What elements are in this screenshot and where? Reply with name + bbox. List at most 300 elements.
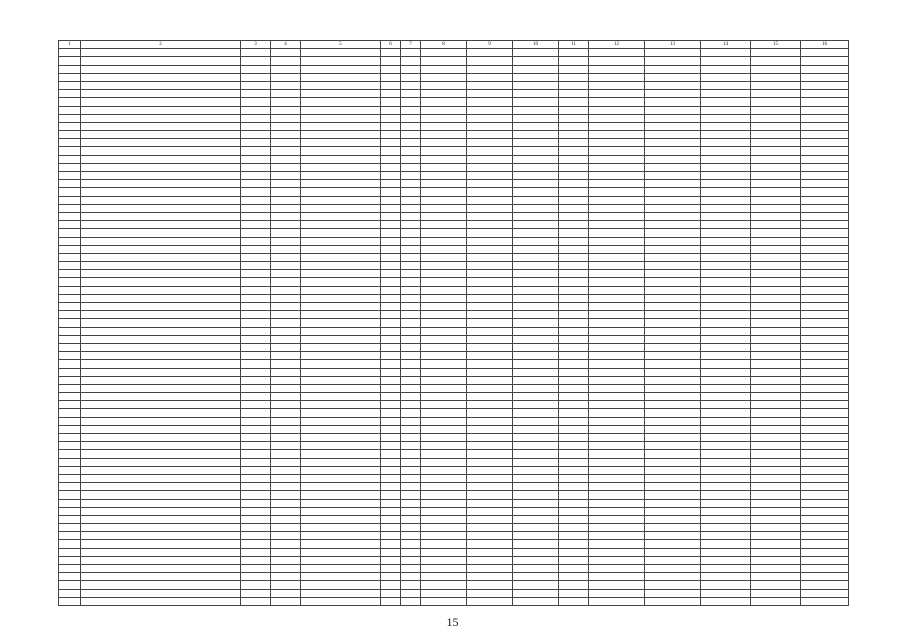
table-cell bbox=[59, 131, 81, 139]
table-cell bbox=[271, 106, 301, 114]
table-cell bbox=[271, 286, 301, 294]
table-row bbox=[59, 172, 849, 180]
table-cell bbox=[701, 49, 751, 57]
table-cell bbox=[81, 49, 241, 57]
table-cell bbox=[59, 81, 81, 89]
table-cell bbox=[271, 515, 301, 523]
table-cell bbox=[401, 548, 421, 556]
table-cell bbox=[421, 491, 467, 499]
table-cell bbox=[401, 188, 421, 196]
table-cell bbox=[589, 81, 645, 89]
table-cell bbox=[751, 466, 801, 474]
table-cell bbox=[381, 245, 401, 253]
table-row bbox=[59, 540, 849, 548]
table-cell bbox=[645, 540, 701, 548]
table-cell bbox=[513, 147, 559, 155]
table-cell bbox=[401, 245, 421, 253]
table-cell bbox=[751, 540, 801, 548]
table-cell bbox=[301, 311, 381, 319]
table-cell bbox=[701, 532, 751, 540]
table-cell bbox=[801, 589, 849, 597]
table-cell bbox=[421, 507, 467, 515]
table-cell bbox=[751, 499, 801, 507]
table-cell bbox=[751, 139, 801, 147]
table-cell bbox=[381, 458, 401, 466]
table-cell bbox=[751, 114, 801, 122]
table-cell bbox=[645, 286, 701, 294]
table-cell bbox=[401, 524, 421, 532]
table-row bbox=[59, 163, 849, 171]
table-cell bbox=[81, 270, 241, 278]
table-cell bbox=[241, 270, 271, 278]
table-cell bbox=[81, 229, 241, 237]
table-row bbox=[59, 73, 849, 81]
table-cell bbox=[751, 212, 801, 220]
table-row bbox=[59, 122, 849, 130]
table-cell bbox=[559, 245, 589, 253]
table-cell bbox=[59, 565, 81, 573]
table-cell bbox=[645, 507, 701, 515]
table-cell bbox=[467, 376, 513, 384]
table-cell bbox=[513, 474, 559, 482]
table-cell bbox=[467, 401, 513, 409]
table-cell bbox=[241, 229, 271, 237]
table-cell bbox=[701, 483, 751, 491]
table-cell bbox=[701, 515, 751, 523]
table-cell bbox=[467, 556, 513, 564]
table-cell bbox=[701, 262, 751, 270]
table-cell bbox=[59, 49, 81, 57]
table-cell bbox=[645, 270, 701, 278]
table-cell bbox=[467, 311, 513, 319]
table-cell bbox=[381, 188, 401, 196]
table-cell bbox=[589, 450, 645, 458]
table-cell bbox=[381, 147, 401, 155]
table-cell bbox=[421, 565, 467, 573]
table-cell bbox=[381, 483, 401, 491]
table-cell bbox=[81, 581, 241, 589]
table-cell bbox=[59, 483, 81, 491]
table-cell bbox=[645, 147, 701, 155]
table-cell bbox=[401, 270, 421, 278]
table-cell bbox=[589, 368, 645, 376]
table-cell bbox=[801, 442, 849, 450]
table-cell bbox=[59, 114, 81, 122]
table-cell bbox=[271, 278, 301, 286]
table-cell bbox=[241, 499, 271, 507]
table-cell bbox=[421, 376, 467, 384]
table-cell bbox=[301, 565, 381, 573]
table-cell bbox=[751, 229, 801, 237]
table-cell bbox=[401, 81, 421, 89]
table-cell bbox=[271, 262, 301, 270]
table-cell bbox=[381, 327, 401, 335]
table-cell bbox=[421, 417, 467, 425]
table-cell bbox=[645, 90, 701, 98]
table-cell bbox=[467, 73, 513, 81]
table-cell bbox=[513, 303, 559, 311]
table-cell bbox=[513, 172, 559, 180]
table-cell bbox=[401, 417, 421, 425]
table-cell bbox=[241, 548, 271, 556]
table-cell bbox=[801, 417, 849, 425]
table-cell bbox=[401, 483, 421, 491]
table-cell bbox=[271, 589, 301, 597]
table-cell bbox=[381, 106, 401, 114]
table-cell bbox=[241, 57, 271, 65]
table-cell bbox=[513, 573, 559, 581]
table-cell bbox=[271, 597, 301, 605]
table-cell bbox=[751, 81, 801, 89]
table-cell bbox=[301, 65, 381, 73]
table-cell bbox=[645, 491, 701, 499]
table-cell bbox=[559, 221, 589, 229]
table-cell bbox=[559, 466, 589, 474]
table-cell bbox=[421, 180, 467, 188]
table-cell bbox=[513, 294, 559, 302]
table-cell bbox=[467, 253, 513, 261]
table-cell bbox=[559, 270, 589, 278]
table-cell bbox=[241, 360, 271, 368]
table-cell bbox=[467, 245, 513, 253]
table-cell bbox=[751, 384, 801, 392]
table-cell bbox=[81, 499, 241, 507]
table-cell bbox=[801, 450, 849, 458]
table-cell bbox=[801, 401, 849, 409]
table-cell bbox=[301, 507, 381, 515]
table-cell bbox=[59, 532, 81, 540]
table-row bbox=[59, 483, 849, 491]
table-cell bbox=[301, 262, 381, 270]
table-cell bbox=[59, 491, 81, 499]
table-cell bbox=[701, 376, 751, 384]
table-cell bbox=[421, 114, 467, 122]
table-cell bbox=[301, 442, 381, 450]
table-cell bbox=[467, 147, 513, 155]
table-cell bbox=[559, 253, 589, 261]
table-cell bbox=[589, 466, 645, 474]
table-row bbox=[59, 401, 849, 409]
table-row bbox=[59, 384, 849, 392]
table-cell bbox=[241, 253, 271, 261]
table-cell bbox=[421, 212, 467, 220]
table-cell bbox=[701, 188, 751, 196]
table-cell bbox=[59, 65, 81, 73]
table-row bbox=[59, 49, 849, 57]
table-cell bbox=[589, 401, 645, 409]
table-cell bbox=[271, 565, 301, 573]
table-row bbox=[59, 360, 849, 368]
table-cell bbox=[589, 98, 645, 106]
table-row bbox=[59, 491, 849, 499]
table-cell bbox=[559, 196, 589, 204]
table-cell bbox=[421, 204, 467, 212]
table-row bbox=[59, 474, 849, 482]
table-cell bbox=[645, 81, 701, 89]
table-cell bbox=[381, 278, 401, 286]
table-cell bbox=[241, 73, 271, 81]
table-cell bbox=[589, 65, 645, 73]
table-cell bbox=[59, 573, 81, 581]
table-cell bbox=[645, 106, 701, 114]
table-cell bbox=[81, 303, 241, 311]
table-cell bbox=[751, 409, 801, 417]
table-cell bbox=[589, 180, 645, 188]
table-cell bbox=[467, 270, 513, 278]
table-cell bbox=[271, 450, 301, 458]
table-cell bbox=[401, 106, 421, 114]
table-cell bbox=[401, 409, 421, 417]
table-row bbox=[59, 319, 849, 327]
table-cell bbox=[801, 49, 849, 57]
table-cell bbox=[401, 368, 421, 376]
table-cell bbox=[559, 327, 589, 335]
table-cell bbox=[301, 122, 381, 130]
table-cell bbox=[751, 343, 801, 351]
table-cell bbox=[301, 343, 381, 351]
table-row bbox=[59, 450, 849, 458]
table-cell bbox=[801, 303, 849, 311]
table-cell bbox=[59, 458, 81, 466]
table-cell bbox=[801, 368, 849, 376]
table-cell bbox=[559, 434, 589, 442]
table-cell bbox=[401, 597, 421, 605]
table-row bbox=[59, 417, 849, 425]
table-cell bbox=[421, 131, 467, 139]
column-number-11: 11 bbox=[559, 41, 589, 49]
table-cell bbox=[421, 49, 467, 57]
table-cell bbox=[589, 139, 645, 147]
table-cell bbox=[645, 442, 701, 450]
table-row bbox=[59, 532, 849, 540]
table-cell bbox=[271, 548, 301, 556]
table-cell bbox=[559, 384, 589, 392]
table-cell bbox=[751, 131, 801, 139]
table-cell bbox=[241, 286, 271, 294]
table-cell bbox=[271, 73, 301, 81]
table-cell bbox=[301, 491, 381, 499]
table-cell bbox=[381, 409, 401, 417]
table-cell bbox=[301, 573, 381, 581]
table-cell bbox=[401, 139, 421, 147]
table-cell bbox=[513, 122, 559, 130]
table-cell bbox=[381, 262, 401, 270]
table-cell bbox=[381, 139, 401, 147]
table-cell bbox=[271, 131, 301, 139]
table-cell bbox=[559, 262, 589, 270]
table-cell bbox=[401, 212, 421, 220]
table-cell bbox=[801, 245, 849, 253]
table-cell bbox=[301, 303, 381, 311]
table-cell bbox=[381, 401, 401, 409]
table-cell bbox=[513, 565, 559, 573]
table-row bbox=[59, 409, 849, 417]
table-cell bbox=[421, 172, 467, 180]
table-cell bbox=[645, 122, 701, 130]
table-cell bbox=[401, 393, 421, 401]
table-row bbox=[59, 589, 849, 597]
table-cell bbox=[241, 343, 271, 351]
table-cell bbox=[513, 196, 559, 204]
table-cell bbox=[701, 581, 751, 589]
table-cell bbox=[513, 180, 559, 188]
table-cell bbox=[81, 442, 241, 450]
table-cell bbox=[81, 65, 241, 73]
table-cell bbox=[513, 352, 559, 360]
table-cell bbox=[81, 474, 241, 482]
table-cell bbox=[559, 597, 589, 605]
table-cell bbox=[421, 327, 467, 335]
table-cell bbox=[241, 581, 271, 589]
table-cell bbox=[589, 57, 645, 65]
table-cell bbox=[59, 352, 81, 360]
table-cell bbox=[421, 196, 467, 204]
table-row bbox=[59, 57, 849, 65]
table-cell bbox=[401, 401, 421, 409]
table-cell bbox=[81, 524, 241, 532]
table-cell bbox=[81, 417, 241, 425]
table-cell bbox=[81, 237, 241, 245]
table-cell bbox=[589, 303, 645, 311]
table-cell bbox=[59, 303, 81, 311]
table-row bbox=[59, 434, 849, 442]
table-cell bbox=[401, 155, 421, 163]
table-cell bbox=[467, 524, 513, 532]
table-cell bbox=[513, 114, 559, 122]
table-cell bbox=[421, 589, 467, 597]
table-cell bbox=[801, 458, 849, 466]
table-cell bbox=[241, 597, 271, 605]
table-cell bbox=[381, 212, 401, 220]
table-cell bbox=[301, 131, 381, 139]
table-cell bbox=[645, 581, 701, 589]
table-cell bbox=[401, 278, 421, 286]
table-cell bbox=[645, 245, 701, 253]
table-cell bbox=[421, 409, 467, 417]
table-row bbox=[59, 65, 849, 73]
table-cell bbox=[241, 417, 271, 425]
table-row bbox=[59, 262, 849, 270]
table-cell bbox=[467, 57, 513, 65]
table-cell bbox=[241, 81, 271, 89]
table-cell bbox=[513, 442, 559, 450]
table-cell bbox=[301, 49, 381, 57]
table-cell bbox=[645, 417, 701, 425]
table-cell bbox=[589, 524, 645, 532]
table-cell bbox=[241, 458, 271, 466]
table-cell bbox=[751, 458, 801, 466]
table-cell bbox=[559, 180, 589, 188]
table-cell bbox=[801, 548, 849, 556]
table-cell bbox=[381, 532, 401, 540]
table-cell bbox=[467, 131, 513, 139]
table-cell bbox=[381, 515, 401, 523]
table-cell bbox=[751, 221, 801, 229]
table-cell bbox=[81, 122, 241, 130]
table-cell bbox=[59, 368, 81, 376]
table-cell bbox=[241, 139, 271, 147]
table-cell bbox=[513, 327, 559, 335]
table-cell bbox=[589, 376, 645, 384]
table-cell bbox=[701, 401, 751, 409]
table-cell bbox=[401, 499, 421, 507]
table-cell bbox=[301, 450, 381, 458]
table-row bbox=[59, 180, 849, 188]
column-number-3: 3 bbox=[241, 41, 271, 49]
table-cell bbox=[645, 360, 701, 368]
table-cell bbox=[513, 204, 559, 212]
table-row bbox=[59, 573, 849, 581]
table-cell bbox=[421, 147, 467, 155]
table-cell bbox=[59, 139, 81, 147]
table-cell bbox=[559, 352, 589, 360]
table-cell bbox=[589, 188, 645, 196]
table-cell bbox=[801, 376, 849, 384]
table-cell bbox=[801, 343, 849, 351]
table-cell bbox=[559, 524, 589, 532]
table-cell bbox=[81, 589, 241, 597]
table-cell bbox=[401, 507, 421, 515]
table-cell bbox=[801, 294, 849, 302]
table-cell bbox=[59, 401, 81, 409]
table-cell bbox=[59, 188, 81, 196]
table-cell bbox=[271, 114, 301, 122]
table-cell bbox=[301, 286, 381, 294]
table-cell bbox=[421, 368, 467, 376]
table-cell bbox=[751, 335, 801, 343]
table-row bbox=[59, 188, 849, 196]
table-cell bbox=[589, 114, 645, 122]
table-cell bbox=[271, 417, 301, 425]
table-cell bbox=[559, 450, 589, 458]
table-cell bbox=[513, 106, 559, 114]
table-cell bbox=[467, 360, 513, 368]
table-cell bbox=[801, 532, 849, 540]
table-cell bbox=[751, 573, 801, 581]
table-cell bbox=[81, 565, 241, 573]
table-cell bbox=[241, 409, 271, 417]
table-cell bbox=[467, 352, 513, 360]
table-cell bbox=[401, 515, 421, 523]
table-cell bbox=[701, 253, 751, 261]
table-row bbox=[59, 548, 849, 556]
table-cell bbox=[467, 368, 513, 376]
table-cell bbox=[381, 540, 401, 548]
table-cell bbox=[513, 49, 559, 57]
table-cell bbox=[81, 114, 241, 122]
table-cell bbox=[381, 434, 401, 442]
table-cell bbox=[467, 212, 513, 220]
table-cell bbox=[467, 474, 513, 482]
table-cell bbox=[381, 163, 401, 171]
table-cell bbox=[401, 180, 421, 188]
table-cell bbox=[513, 540, 559, 548]
table-cell bbox=[589, 417, 645, 425]
table-cell bbox=[81, 450, 241, 458]
table-body bbox=[59, 49, 849, 606]
table-cell bbox=[241, 589, 271, 597]
table-cell bbox=[271, 237, 301, 245]
table-cell bbox=[59, 335, 81, 343]
table-cell bbox=[401, 262, 421, 270]
table-cell bbox=[59, 589, 81, 597]
table-cell bbox=[589, 565, 645, 573]
table-cell bbox=[241, 180, 271, 188]
table-cell bbox=[401, 573, 421, 581]
table-cell bbox=[701, 319, 751, 327]
table-cell bbox=[751, 491, 801, 499]
table-cell bbox=[381, 450, 401, 458]
